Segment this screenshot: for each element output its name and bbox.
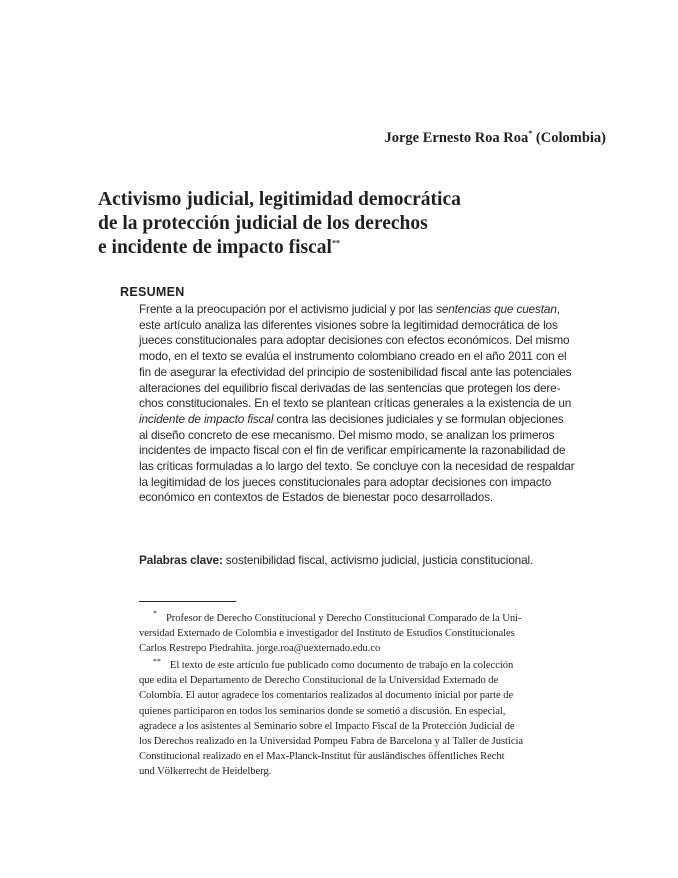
abstract-text: las críticas formuladas a lo largo del texto. Se concluye con la necesidad de respaldar [139, 459, 575, 474]
footnote-line [139, 626, 607, 641]
abstract-line [139, 396, 609, 412]
abstract-body [139, 302, 609, 506]
footnote-text: Carlos Restrepo Piedrahita. jorge.roa@uexternado.edu.co [139, 643, 381, 655]
author-name: Jorge Ernesto Roa Roa [384, 130, 529, 146]
abstract-text: económico en contextos de Estados de bienestar poco desarrollados. [139, 490, 494, 505]
abstract-line [139, 333, 609, 349]
abstract-line [139, 412, 609, 428]
abstract-text: jueces constitucionales para adoptar decisiones con efectos económicos. Del mismo [139, 333, 570, 348]
footnote-text: Constitucional realizado en el Max-Planck-Institut für ausländisches öffentliches Recht [139, 750, 505, 762]
footnote-line [139, 641, 607, 656]
abstract-heading: RESUMEN [120, 285, 185, 299]
abstract-text: este artículo analiza las diferentes visiones sobre la legitimidad democrática de los [139, 317, 558, 332]
abstract-italic-text: incidente de impacto fiscal [139, 411, 274, 426]
abstract-text: chos constitucionales. En el texto se plantean críticas generales a la existencia de un [139, 396, 572, 411]
footnote-text: los Derechos realizado en la Universidad Pompeu Fabra de Barcelona y al Taller de Justicia [139, 735, 524, 747]
abstract-line [139, 490, 609, 506]
footnote [139, 658, 607, 779]
abstract-line [139, 365, 609, 381]
title-line: de la protección judicial de los derechos [98, 213, 428, 234]
abstract-line [139, 428, 609, 444]
keywords [139, 553, 533, 567]
footnote-marker: * [153, 609, 157, 619]
footnote-text: versidad Externado de Colombia e investigador del Instituto de Estudios Constitucionales [139, 628, 515, 640]
abstract-line [139, 475, 609, 491]
footnote-line [139, 658, 607, 673]
abstract-text: modo, en el texto se evalúa el instrumento colombiano creado en el año 2011 con el [139, 349, 567, 364]
keywords-text: sostenibilidad fiscal, activismo judicial, justicia constitucional. [222, 553, 534, 567]
abstract-text: al diseño concreto de ese mecanismo. Del mismo modo, se analizan los primeros [139, 427, 555, 442]
abstract-text: contra las decisiones judiciales y se formulan objeciones [273, 411, 564, 426]
author-country: (Colombia) [535, 130, 606, 146]
footnote-line [139, 719, 607, 734]
title-line: Activismo judicial, legitimidad democrática [98, 189, 461, 210]
footnote-text: El texto de este artículo fue publicado como documento de trabajo en la colección [169, 660, 514, 672]
title-line-text: e incidente de impacto fiscal [98, 237, 332, 258]
abstract-line [139, 302, 609, 318]
footnote-line [139, 704, 607, 719]
footnote-line [139, 764, 607, 779]
title-footnote-marker: ** [331, 238, 340, 248]
footnote-text: Profesor de Derecho Constitucional y Derecho Constitucional Comparado de la Uni- [165, 613, 522, 624]
footnote-text: und Völkerrecht de Heidelberg. [139, 765, 272, 777]
abstract-line [139, 459, 609, 475]
abstract-line [139, 443, 609, 459]
abstract-text: la legitimidad de los jueces constitucionales para adoptar decisiones con impacto [139, 474, 552, 489]
abstract-italic-text: sentencias que cuestan [436, 302, 557, 316]
footnotes [139, 611, 607, 779]
footnote-marker: ** [153, 656, 161, 666]
abstract-text: , [556, 302, 560, 316]
footnote-line [139, 749, 607, 764]
abstract-line [139, 318, 609, 334]
footnote-line [139, 734, 607, 749]
abstract-line [139, 381, 609, 397]
footnote-line [139, 611, 607, 626]
author-footnote-marker: * [528, 129, 533, 139]
footnote-text: quienes participaron en todos los seminarios donde se sometió a discusión. En especial, [139, 705, 506, 717]
footnote-text: que edita el Departamento de Derecho Constitucional de la Universidad Externado de [139, 675, 499, 687]
footnote-text: Colombia. El autor agradece los comentarios realizados al documento inicial por parte de [139, 690, 514, 702]
abstract-text: Frente a la preocupación por el activismo judicial y por las [139, 302, 437, 316]
footnote-separator [139, 601, 236, 602]
keywords-label: Palabras clave: [139, 553, 223, 567]
abstract-text: alteraciones del equilibrio fiscal derivadas de las sentencias que protegen los dere- [139, 380, 561, 395]
title-line [98, 236, 568, 260]
abstract-text: fin de asegurar la efectividad del principio de sostenibilidad fiscal ante las potenciales [139, 364, 572, 379]
footnote-text: agradece a los asistentes al Seminario sobre el Impacto Fiscal de la Protección Judicial de [139, 720, 515, 732]
article-title [98, 188, 568, 260]
footnote-line [139, 673, 607, 688]
abstract-text: incidentes de impacto fiscal con el fin de verificar empíricamente la razonabilidad de [139, 443, 566, 458]
footnote-line [139, 688, 607, 703]
abstract-line [139, 349, 609, 365]
footnote [139, 611, 607, 656]
author-line [385, 130, 607, 147]
